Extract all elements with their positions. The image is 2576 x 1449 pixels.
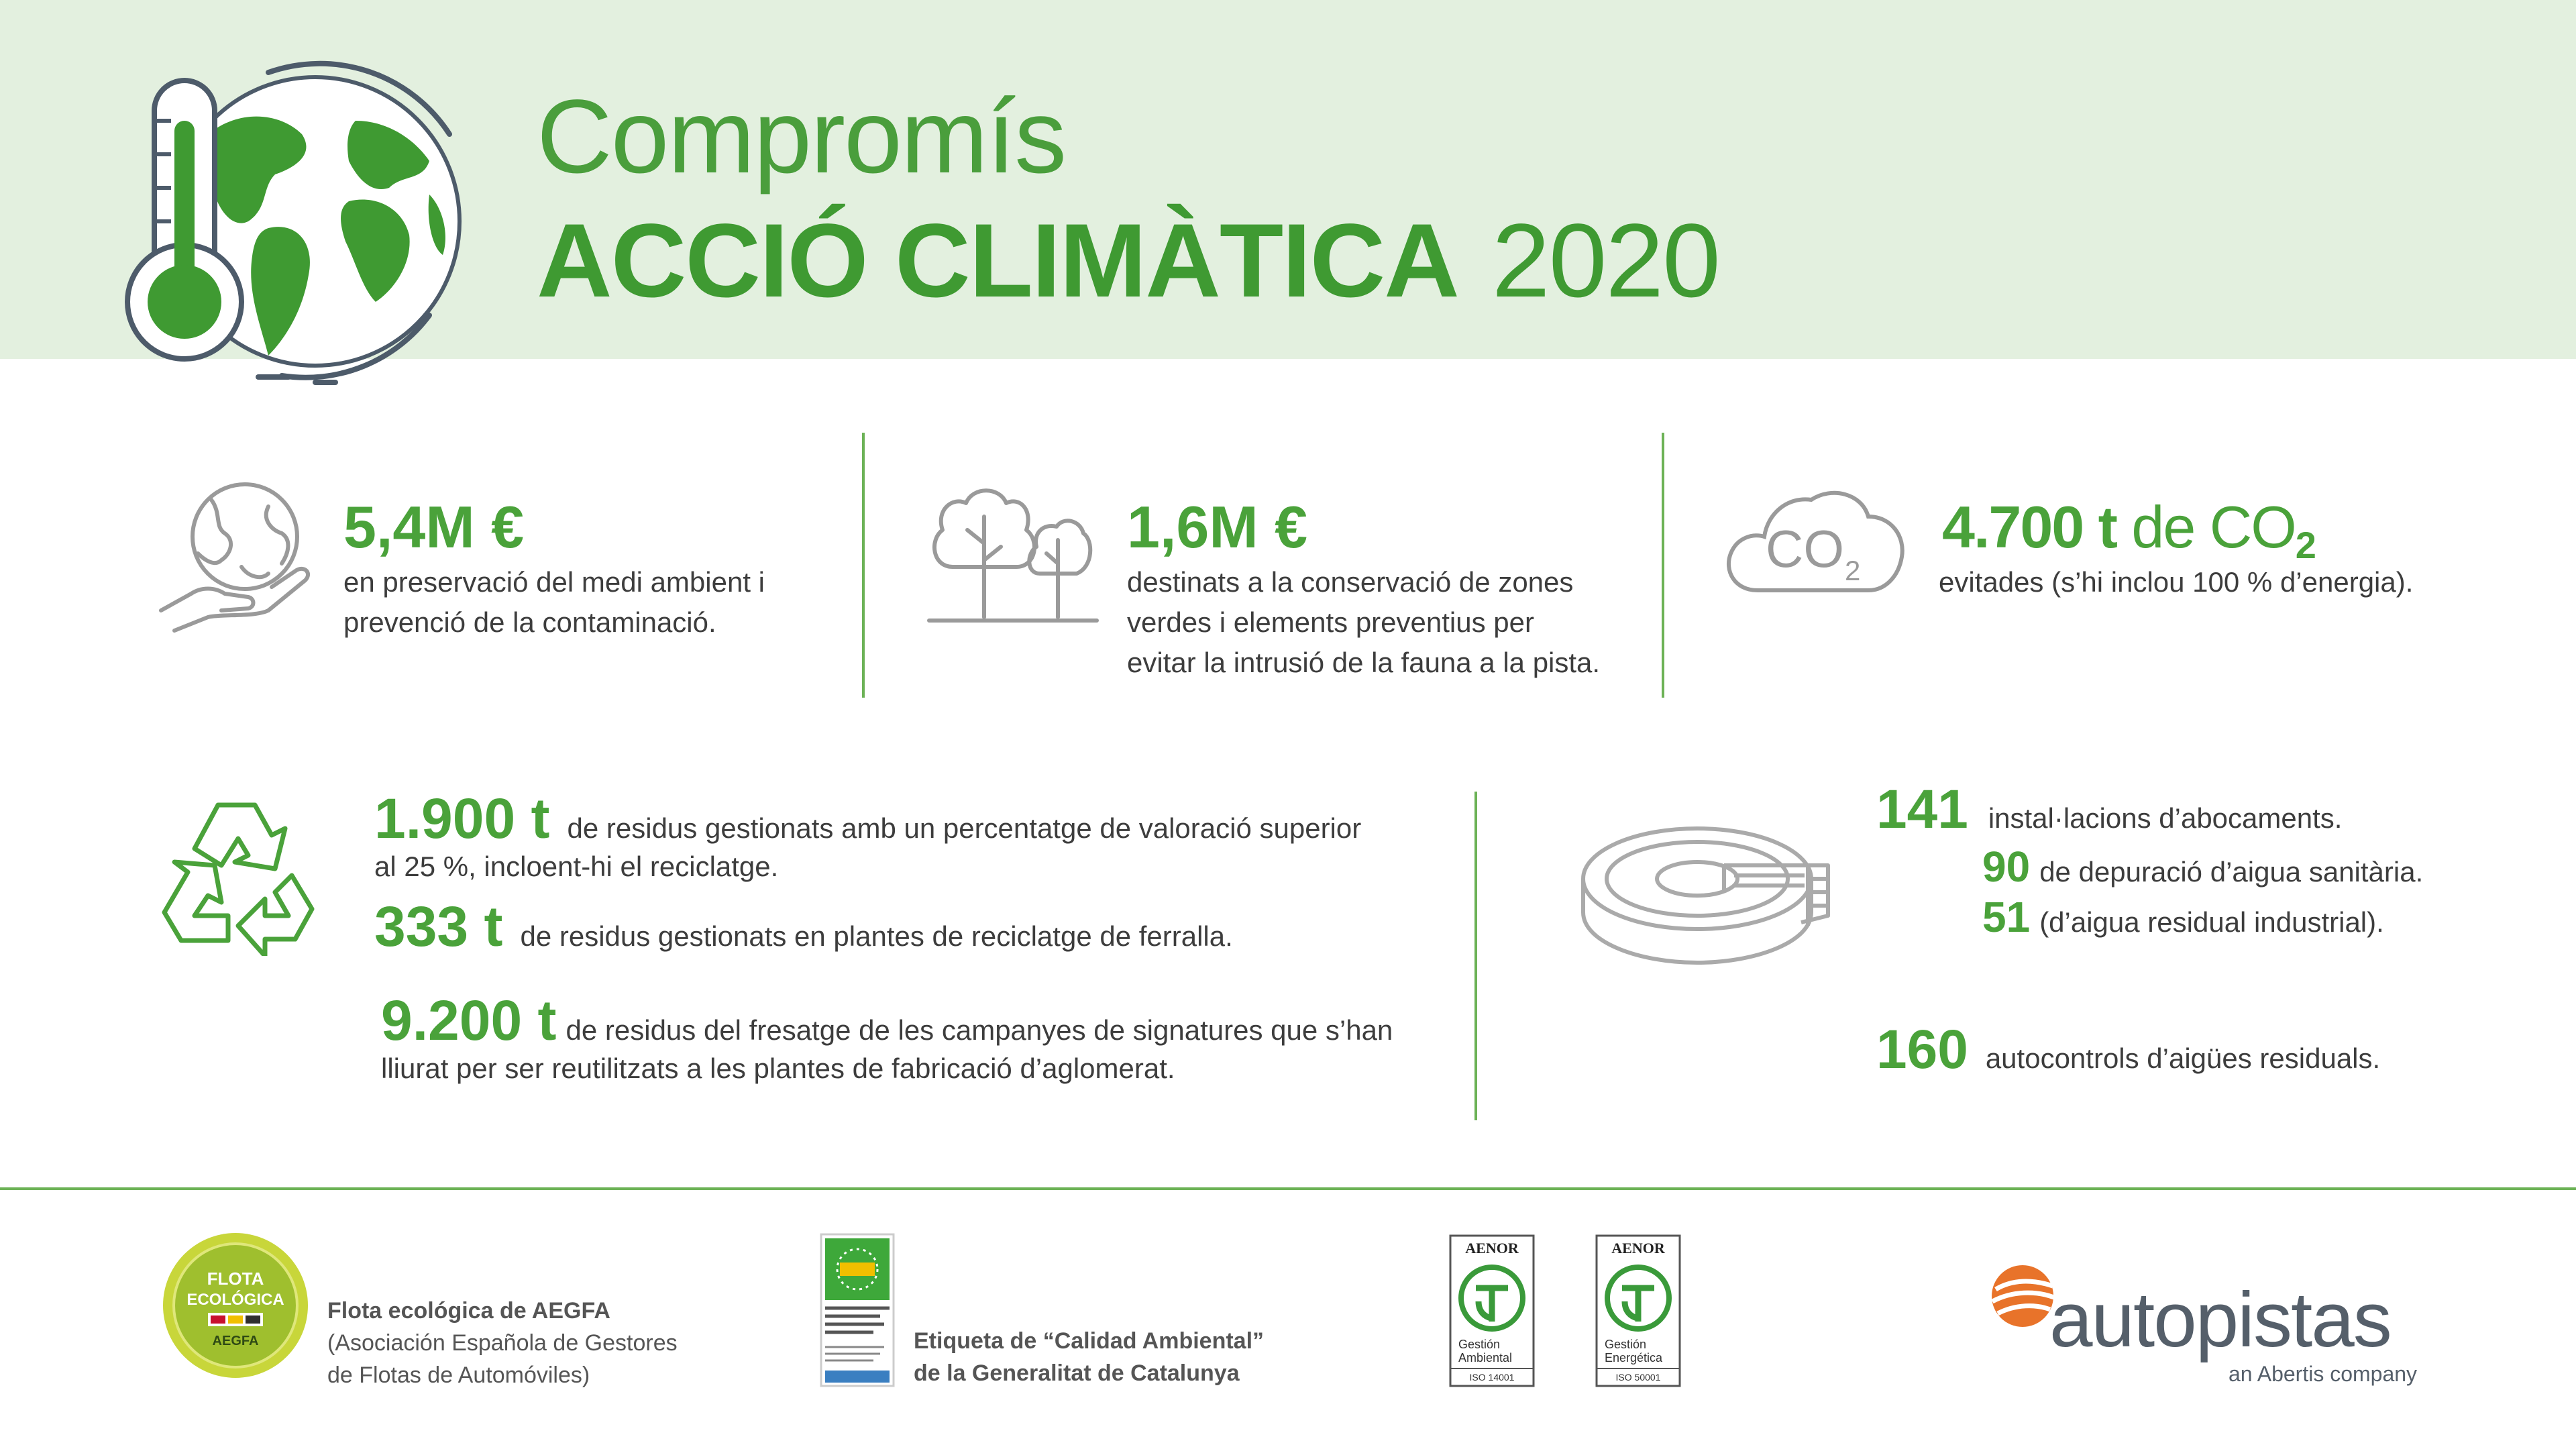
- water-1-value: 141: [1876, 779, 1968, 840]
- hand-globe-icon: [154, 480, 315, 644]
- divider-top-1: [862, 433, 865, 698]
- waste-2-value: 333 t: [374, 895, 503, 958]
- stat-1-value: 5,4M €: [343, 494, 525, 560]
- water-2-value: 90: [1982, 843, 2031, 891]
- aenor-1-iso: ISO 14001: [1469, 1372, 1515, 1383]
- aegfa-badge-logo: [161, 1231, 310, 1380]
- waste-2-desc-line-1: de residus gestionats en plantes de reciclatge de ferralla.: [520, 920, 1233, 952]
- waste-1: [374, 786, 1361, 851]
- waste-3: [381, 988, 1393, 1053]
- stat-3-desc-line-1: evitades (s’hi inclou 100 % d’energia).: [1939, 566, 2414, 598]
- waste-1-value: 1.900 t: [374, 787, 550, 850]
- waste-1-desc-line-2: al 25 %, incloent-hi el reciclatge.: [374, 851, 779, 882]
- aenor-gestion-ambiental-logo: [1449, 1234, 1535, 1387]
- water-4-value: 160: [1876, 1019, 1968, 1080]
- title-bold: ACCIÓ CLIMÀTICA: [537, 203, 1458, 319]
- stat-2-desc-line-1: destinats a la conservació de zones: [1127, 566, 1574, 598]
- calidad-caption-line-2: de la Generalitat de Catalunya: [914, 1360, 1240, 1386]
- stat-1-desc-line-1: en preservació del medi ambient i: [343, 566, 765, 598]
- waste-2: [374, 894, 1233, 959]
- title-year: 2020: [1491, 203, 1719, 319]
- calidad-ambiental-label-logo: [820, 1233, 895, 1387]
- autopistas-swoosh-icon: [1986, 1263, 2059, 1330]
- waste-3-value: 9.200 t: [381, 989, 557, 1052]
- divider-bottom: [1474, 792, 1477, 1120]
- aenor-1-top: AENOR: [1465, 1240, 1519, 1256]
- aenor-2-iso: ISO 50001: [1615, 1372, 1661, 1383]
- stat-2-desc-line-2: verdes i elements preventius per: [1127, 606, 1534, 638]
- water-2-desc: de depuració d’aigua sanitària.: [2039, 856, 2424, 888]
- aegfa-caption-title: Flota ecológica de AEGFA: [327, 1298, 610, 1324]
- aegfa-badge-top: FLOTA: [207, 1269, 264, 1289]
- aegfa-caption-line-2: (Asociación Española de Gestores: [327, 1330, 678, 1356]
- title-line-1: Compromís: [537, 78, 1066, 195]
- autopistas-subtitle: an Abertis company: [2229, 1362, 2418, 1386]
- water-4-desc: autocontrols d’aigües residuals.: [1985, 1042, 2381, 1074]
- co2-icon-text: CO: [1766, 519, 1844, 578]
- aegfa-badge-bottom: AEGFA: [212, 1334, 259, 1348]
- globe-thermometer-icon: [114, 60, 490, 396]
- aenor-1-line-2: Ambiental: [1458, 1351, 1513, 1364]
- calidad-caption-title: Etiqueta de “Calidad Ambiental”: [914, 1328, 1265, 1354]
- footer-divider: [0, 1187, 2576, 1190]
- stat-2-desc-line-3: evitar la intrusió de la fauna a la pista.: [1127, 647, 1601, 678]
- stat-2-value: 1,6M €: [1127, 494, 1308, 560]
- waste-1-desc-line-1: de residus gestionats amb un percentatge de valoració superior: [567, 812, 1362, 844]
- trees-icon: [926, 480, 1100, 627]
- water-1-desc: instal·lacions d’abocaments.: [1988, 802, 2343, 834]
- water-3-value: 51: [1982, 893, 2031, 941]
- stat-3-value-num: 4.700 t: [1942, 494, 2116, 560]
- waste-3-desc-line-2: lliurat per ser reutilitzats a les plantes de fabricació d’aglomerat.: [381, 1053, 1175, 1084]
- aegfa-caption-line-3: de Flotas de Automóviles): [327, 1362, 590, 1388]
- title-line-2: [537, 201, 1719, 321]
- aenor-2-top: AENOR: [1611, 1240, 1665, 1256]
- water-2: [1982, 842, 2423, 892]
- stat-3-value-unit: de CO: [2131, 494, 2296, 560]
- stat-3-value: [1942, 493, 2315, 567]
- divider-top-2: [1662, 433, 1664, 698]
- recycle-icon: [154, 792, 325, 956]
- water-tank-icon: [1580, 812, 1835, 969]
- co2-icon-subscript: 2: [1845, 555, 1861, 586]
- co2-cloud-icon: [1724, 483, 1909, 594]
- aegfa-badge-mid: ECOLÓGICA: [186, 1291, 284, 1309]
- aenor-2-line-1: Gestión: [1605, 1338, 1647, 1351]
- aegfa-caption: [327, 1295, 678, 1391]
- aenor-1-line-1: Gestión: [1458, 1338, 1501, 1351]
- calidad-caption: [914, 1325, 1264, 1389]
- stat-1-desc-line-2: prevenció de la contaminació.: [343, 606, 716, 638]
- stat-3-value-sub: 2: [2295, 524, 2315, 566]
- water-3: [1982, 892, 2384, 942]
- waste-3-desc-line-1: de residus del fresatge de les campanyes de signatures que s’han: [566, 1014, 1393, 1046]
- autopistas-wordmark: autopistas: [2049, 1276, 2391, 1363]
- aenor-2-line-2: Energética: [1605, 1351, 1663, 1364]
- water-1: [1876, 778, 2342, 841]
- water-4: [1876, 1018, 2380, 1081]
- water-3-desc: (d’aigua residual industrial).: [2039, 906, 2384, 938]
- aenor-gestion-energetica-logo: [1595, 1234, 1681, 1387]
